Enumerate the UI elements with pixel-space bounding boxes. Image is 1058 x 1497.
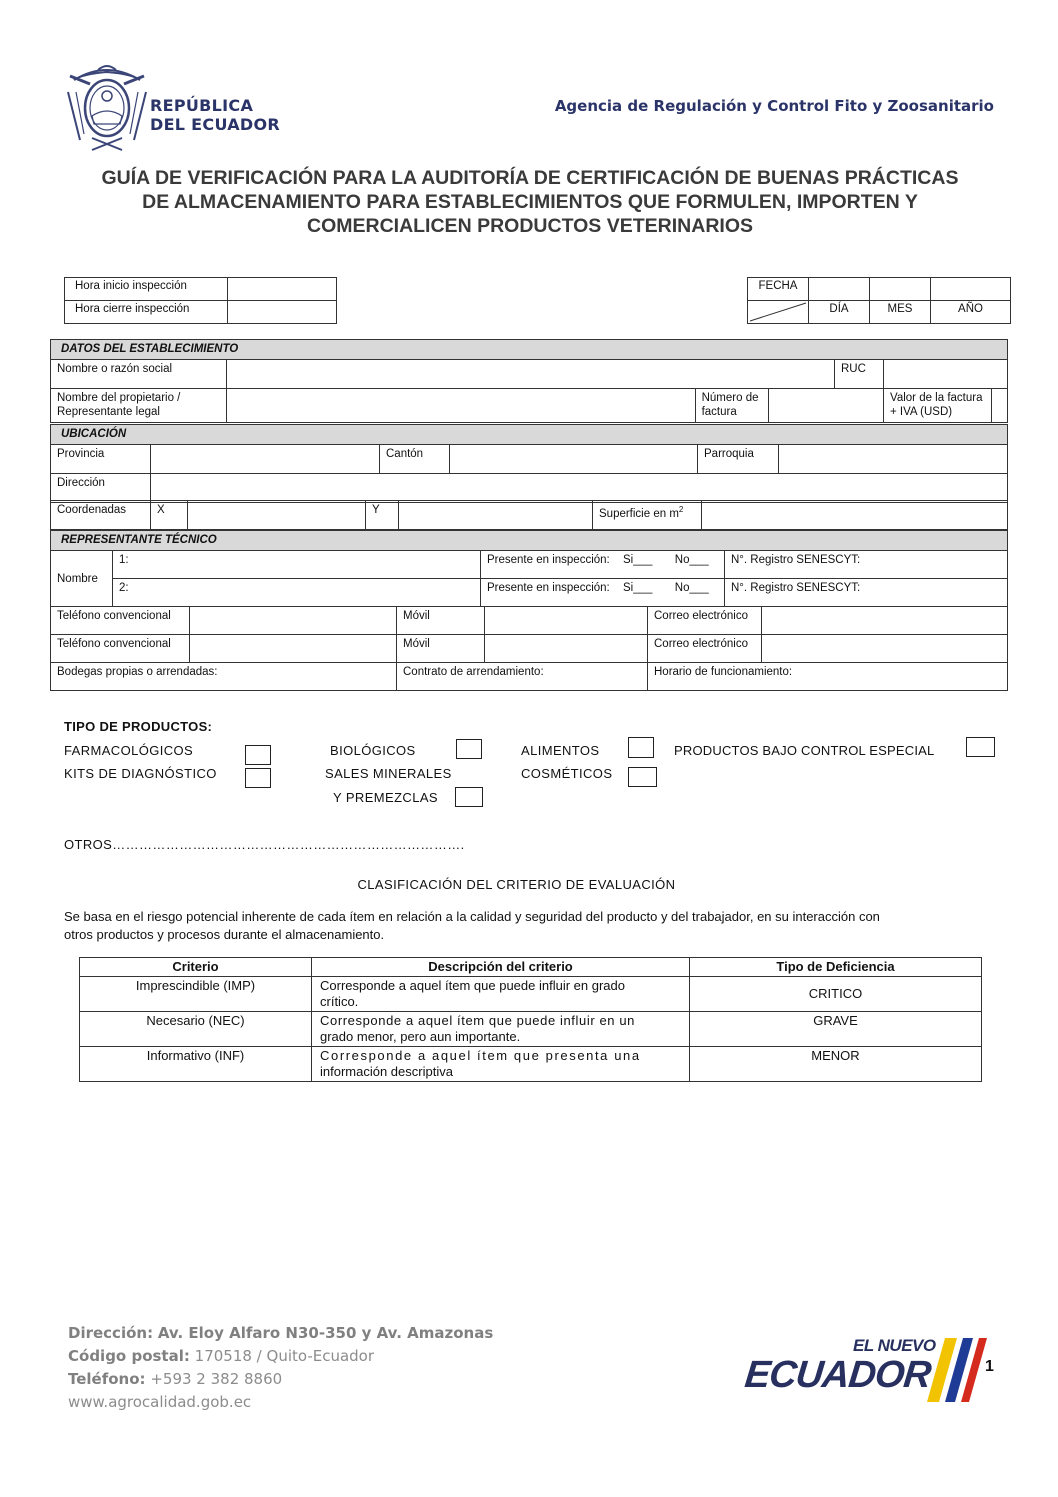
address-footer-label: Dirección: — [68, 1324, 154, 1342]
surface-sup: 2 — [678, 505, 684, 514]
classification-intro — [64, 908, 984, 944]
criterion-cell: Necesario (NEC) — [80, 1012, 312, 1047]
end-time-field[interactable] — [228, 301, 337, 324]
ruc-field[interactable] — [884, 360, 1008, 389]
cosmeticos-checkbox[interactable] — [628, 767, 657, 787]
rep-1-present-label: Presente en inspección: — [481, 551, 618, 579]
rep-2-field[interactable]: 2: — [113, 579, 481, 607]
sales-label-2: Y PREMEZCLAS — [333, 790, 438, 805]
farmacologicos-checkbox[interactable] — [245, 745, 271, 765]
intro-line-2: otros productos y procesos durante el almacenamiento. — [64, 927, 385, 942]
diagonal-line — [748, 301, 808, 323]
republic-wordmark — [150, 96, 280, 134]
biologicos-checkbox[interactable] — [456, 739, 482, 759]
flag-stripes-icon — [913, 1338, 995, 1402]
ecuador-text: ECUADOR — [742, 1354, 933, 1396]
criterion-cell: Informativo (INF) — [80, 1047, 312, 1082]
republic-line-2: DEL ECUADOR — [150, 115, 281, 134]
rep-1-yes-no[interactable] — [617, 551, 725, 579]
control-especial-checkbox[interactable] — [966, 737, 995, 757]
alimentos-label: ALIMENTOS — [521, 743, 600, 758]
republic-line-1: REPÚBLICA — [150, 96, 254, 115]
start-time-label: Hora inicio inspección — [65, 278, 228, 301]
mobile-1-label: Móvil — [397, 607, 485, 635]
province-field[interactable] — [151, 445, 380, 474]
date-label: FECHA — [748, 278, 809, 301]
footer-contact — [68, 1322, 493, 1414]
invoice-value-field[interactable] — [992, 389, 1008, 423]
rep-2-registry[interactable]: N°. Registro SENESCYT: — [725, 579, 1008, 607]
ruc-label: RUC — [835, 360, 884, 389]
description-cell — [312, 1012, 690, 1047]
email-1-label: Correo electrónico — [648, 607, 762, 635]
address-field[interactable] — [151, 474, 1008, 503]
el-nuevo-ecuador-logo — [742, 1336, 995, 1408]
rep-2-yes-no[interactable] — [617, 579, 725, 607]
sales-label-1: SALES MINERALES — [325, 766, 452, 781]
el-nuevo-text: EL NUEVO — [853, 1336, 936, 1355]
title-line-1: GUÍA DE VERIFICACIÓN PARA LA AUDITORÍA DE CERTIFICACIÓN DE BUENAS PRÁCTICAS — [101, 167, 959, 189]
rep-name-label: Nombre — [51, 551, 113, 607]
deficiency-cell: GRAVE — [690, 1012, 982, 1047]
owner-field[interactable] — [227, 389, 696, 423]
mobile-2-field[interactable] — [485, 635, 648, 663]
canton-label: Cantón — [380, 445, 450, 474]
coat-of-arms-logo — [62, 62, 152, 154]
rep-1-registry[interactable]: N°. Registro SENESCYT: — [725, 551, 1008, 579]
kits-label: KITS DE DIAGNÓSTICO — [64, 766, 217, 781]
control-especial-label: PRODUCTOS BAJO CONTROL ESPECIAL — [674, 743, 935, 758]
address-footer: Av. Eloy Alfaro N30-350 y Av. Amazonas — [157, 1324, 494, 1342]
criteria-table — [79, 957, 982, 1082]
website-link[interactable]: www.agrocalidad.gob.ec — [68, 1393, 252, 1411]
description-header: Descripción del criterio — [312, 958, 690, 977]
sales-checkbox[interactable] — [455, 787, 483, 807]
section-technical-rep: REPRESENTANTE TÉCNICO — [51, 531, 1008, 551]
otros-field[interactable]: OTROS……………………………………………………………………. — [64, 837, 465, 852]
canton-field[interactable] — [450, 445, 698, 474]
phone-footer-label: Teléfono: — [68, 1370, 146, 1388]
cosmeticos-label: COSMÉTICOS — [521, 766, 613, 781]
y-field[interactable] — [399, 501, 593, 530]
contact-table — [50, 606, 1008, 691]
owner-label-2: Representante legal — [57, 406, 160, 418]
kits-checkbox[interactable] — [245, 768, 271, 788]
location-table — [50, 424, 1008, 503]
description-line-2: información descriptiva — [320, 1064, 453, 1079]
coordinates-label: Coordenadas — [51, 501, 151, 530]
year-label: AÑO — [931, 301, 1011, 324]
date-diagonal-cell — [748, 301, 809, 324]
y-label: Y — [366, 501, 399, 530]
phone-2-label: Teléfono convencional — [51, 635, 190, 663]
description-line-1: Corresponde a aquel ítem que puede influir en un — [320, 1013, 635, 1028]
table-row — [80, 1012, 982, 1047]
email-2-field[interactable] — [762, 635, 1008, 663]
technical-rep-table — [50, 530, 1008, 607]
address-label: Dirección — [51, 474, 151, 503]
coordinates-table — [50, 500, 1008, 530]
parish-field[interactable] — [779, 445, 1008, 474]
invoice-label-1: Número de — [701, 392, 759, 404]
surface-text: Superficie en m — [599, 507, 679, 520]
description-cell — [312, 1047, 690, 1082]
email-1-field[interactable] — [762, 607, 1008, 635]
warehouses-field[interactable]: Bodegas propias o arrendadas: — [51, 663, 397, 691]
description-cell — [312, 977, 690, 1012]
product-types-title: TIPO DE PRODUCTOS: — [64, 719, 213, 734]
biologicos-label: BIOLÓGICOS — [330, 743, 416, 758]
business-name-label: Nombre o razón social — [51, 360, 227, 389]
rep-2-no: No___ — [674, 582, 709, 594]
start-time-field[interactable] — [228, 278, 337, 301]
year-field[interactable] — [931, 278, 1011, 301]
province-label: Provincia — [51, 445, 151, 474]
month-field[interactable] — [870, 278, 931, 301]
phone-footer: +593 2 382 8860 — [150, 1370, 283, 1388]
rep-1-field[interactable]: 1: — [113, 551, 481, 579]
schedule-field[interactable]: Horario de funcionamiento: — [648, 663, 1008, 691]
email-2-label: Correo electrónico — [648, 635, 762, 663]
surface-field[interactable] — [702, 501, 1008, 530]
invoice-number-label — [695, 389, 768, 423]
farmacologicos-label: FARMACOLÓGICOS — [64, 743, 194, 758]
description-line-2: crítico. — [320, 994, 359, 1009]
day-label: DÍA — [809, 301, 870, 324]
criterion-cell: Imprescindible (IMP) — [80, 977, 312, 1012]
end-time-label: Hora cierre inspección — [65, 301, 228, 324]
table-row — [80, 977, 982, 1012]
intro-line-1: Se basa en el riesgo potencial inherente de cada ítem en relación a la calidad y seguridad del producto y del trabajador, en su interacción con — [64, 909, 880, 924]
mobile-1-field[interactable] — [485, 607, 648, 635]
rep-2-present-label: Presente en inspección: — [481, 579, 618, 607]
day-field[interactable] — [809, 278, 870, 301]
postal-footer-label: Código postal: — [68, 1347, 190, 1365]
title-line-2: DE ALMACENAMIENTO PARA ESTABLECIMIENTOS QUE FORMULEN, IMPORTEN Y — [142, 191, 918, 213]
month-label: MES — [870, 301, 931, 324]
criterion-header: Criterio — [80, 958, 312, 977]
establishment-table — [50, 339, 1008, 423]
invoice-label-2: factura — [701, 406, 737, 418]
description-line-2: grado menor, pero aun importante. — [320, 1029, 521, 1044]
rep-1-no: No___ — [674, 554, 709, 566]
description-line-1: Corresponde a aquel ítem que puede influir en grado — [320, 978, 625, 993]
deficiency-cell: MENOR — [690, 1047, 982, 1082]
rep-1-yes: Si___ — [623, 554, 653, 566]
table-row — [80, 1047, 982, 1082]
phone-1-label: Teléfono convencional — [51, 607, 190, 635]
alimentos-checkbox[interactable] — [628, 737, 654, 758]
page-number: 1 — [985, 1358, 994, 1375]
date-table — [747, 277, 1011, 324]
invoice-number-field[interactable] — [768, 389, 883, 423]
deficiency-header: Tipo de Deficiencia — [690, 958, 982, 977]
section-location: UBICACIÓN — [51, 425, 1008, 445]
phone-2-field[interactable] — [190, 635, 397, 663]
contract-field[interactable]: Contrato de arrendamiento: — [397, 663, 648, 691]
mobile-2-label: Móvil — [397, 635, 485, 663]
title-line-3: COMERCIALICEN PRODUCTOS VETERINARIOS — [306, 215, 753, 237]
postal-footer: 170518 / Quito-Ecuador — [194, 1347, 375, 1365]
agency-name: Agencia de Regulación y Control Fito y Zoosanitario — [554, 97, 994, 115]
surface-label — [593, 501, 702, 530]
classification-title: CLASIFICACIÓN DEL CRITERIO DE EVALUACIÓN — [357, 877, 676, 892]
inspection-time-table — [64, 277, 337, 324]
owner-label-1: Nombre del propietario / — [57, 392, 181, 404]
invoice-value-label-1: Valor de la factura — [890, 392, 983, 404]
x-label: X — [151, 501, 188, 530]
deficiency-cell: CRITICO — [690, 977, 982, 1012]
phone-1-field[interactable] — [190, 607, 397, 635]
parish-label: Parroquia — [698, 445, 779, 474]
description-line-1: Corresponde a aquel ítem que presenta una — [320, 1048, 641, 1063]
page-title — [60, 166, 1000, 238]
invoice-value-label-2: + IVA (USD) — [890, 406, 953, 418]
rep-2-yes: Si___ — [623, 582, 653, 594]
owner-label — [51, 389, 227, 423]
business-name-field[interactable] — [227, 360, 835, 389]
invoice-value-label — [884, 389, 992, 423]
section-establishment: DATOS DEL ESTABLECIMIENTO — [51, 340, 1008, 360]
x-field[interactable] — [188, 501, 366, 530]
